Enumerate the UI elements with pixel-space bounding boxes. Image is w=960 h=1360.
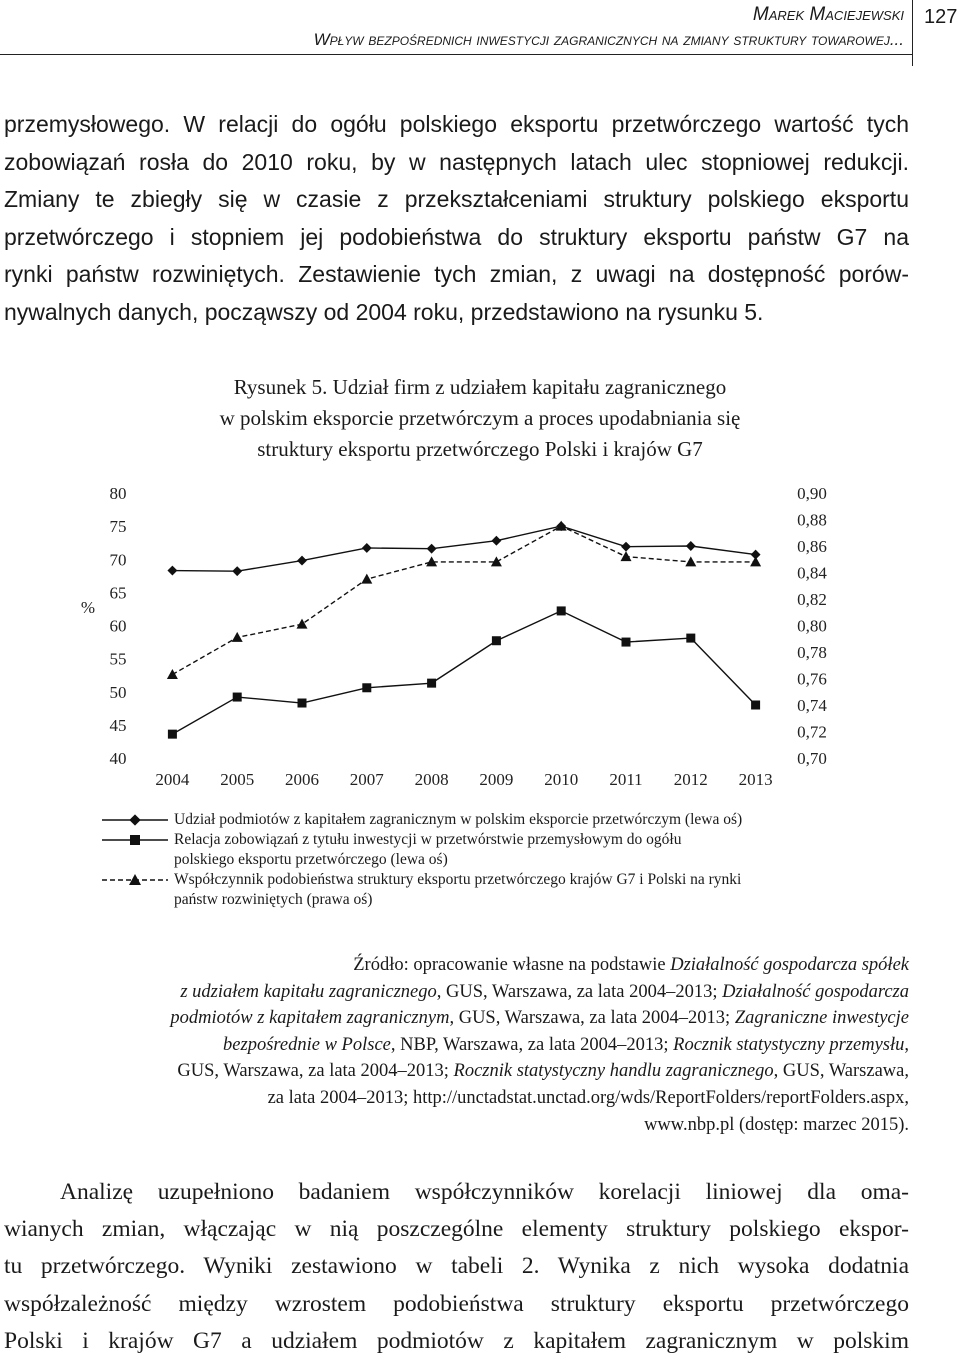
y-right-tick-label: 0,78 [797,643,827,662]
data-point-square [686,634,695,643]
legend-item-liabilities-ratio [100,830,880,870]
source-title: Działalność gospodarcza [722,981,909,1002]
source-title: z udziałem kapitału zagranicznego [180,981,437,1002]
y-right-tick-label: 0,88 [797,510,827,530]
legend-label: państw rozwiniętych (prawa oś) [174,891,373,908]
source-text: , GUS, Warszawa, [773,1061,909,1082]
y-left-tick-label: 55 [109,649,127,669]
x-tick-label: 2011 [609,770,643,789]
legend-label: Współczynnik podobieństwa struktury eksportu przetwórczego krajów G7 i Polski na rynki [174,871,742,888]
data-point-square [168,730,177,739]
paragraph-line: współzależność między wzrostem podobieństwa struktury eksportu przetwórczego [4,1290,909,1317]
body-paragraph-1 [4,106,909,332]
data-point-square [557,606,566,615]
legend-swatch-square [100,833,170,847]
data-point-diamond [427,544,437,554]
data-point-square [622,638,631,647]
data-point-square [492,636,501,645]
data-point-square [751,701,760,710]
figure-source-note [4,952,909,1138]
x-tick-label: 2004 [155,770,190,789]
y-left-tick-label: 50 [109,682,127,702]
source-text: , GUS, Warszawa, za lata 2004–2013; [436,981,723,1002]
legend-item-similarity-coefficient [100,870,880,910]
y-left-tick-label: 40 [109,749,127,768]
data-point-square [362,683,371,692]
chart-legend [100,810,880,910]
x-tick-label: 2013 [738,770,773,789]
series-line-diamond [172,526,755,571]
source-text: , NBP, Warszawa, za lata 2004–2013; [390,1034,674,1055]
data-point-diamond [297,556,307,566]
data-point-diamond [232,566,242,576]
header-rule [0,54,912,55]
y-right-tick-label: 0,76 [797,669,827,689]
data-point-diamond [362,543,372,553]
data-point-triangle [167,669,178,679]
source-line [4,979,909,1006]
data-point-triangle [297,619,308,629]
data-point-triangle [232,632,243,642]
data-point-square [298,699,307,708]
y-left-tick-label: 65 [109,583,127,603]
legend-label: Udział podmiotów z kapitałem zagranicznym w polskim eksporcie przetwórczym (lewa oś) [174,811,743,828]
source-text: www.nbp.pl (dostęp: marzec 2015). [644,1114,909,1135]
x-tick-label: 2009 [479,770,514,789]
x-tick-label: 2010 [544,770,579,789]
source-title: bezpośrednie w Polsce [223,1034,391,1055]
paragraph-line: przetwórczego i stopniem jej podobieństwa do struktury eksportu państw G7 na [4,223,909,250]
series-line-square [172,611,755,734]
y-right-tick-label: 0,74 [797,696,827,715]
y-right-tick-label: 0,90 [797,484,827,503]
x-tick-label: 2008 [414,770,449,789]
source-line [4,1032,909,1059]
source-text: GUS, Warszawa, za lata 2004–2013; [177,1061,454,1082]
y-right-tick-label: 0,84 [797,563,827,583]
source-line [4,1112,909,1139]
source-line [4,1005,909,1032]
figure-caption [100,372,860,465]
data-point-diamond [621,542,631,552]
running-header-title: Wpływ bezpośrednich inwestycji zagranicznych na zmiany struktury towarowej... [313,30,904,49]
paragraph-line: Zmiany te zbiegły się w czasie z przekształceniami struktury polskiego eksportu [4,186,909,213]
y-left-tick-label: 60 [109,616,127,636]
data-point-diamond [491,536,501,546]
legend-item-foreign-share [100,810,880,830]
legend-label: polskiego eksportu przetwórczego (lewa oś) [174,851,448,868]
legend-swatch-diamond [100,813,170,827]
line-chart [0,470,960,800]
page-number: 127 [924,6,958,28]
data-point-diamond [686,541,696,551]
source-text: za lata 2004–2013; http://unctadstat.unctad.org/wds/ReportFolders/reportFolders.aspx, [267,1087,909,1108]
legend-swatch-triangle [100,873,170,887]
source-text: , GUS, Warszawa, za lata 2004–2013; [449,1008,735,1029]
series-line-triangle [172,526,755,674]
header-divider [912,0,913,66]
source-title: Rocznik statystyczny handlu zagranicznego [453,1061,774,1082]
caption-line: w polskim eksporcie przetwórczym a proces upodabniania się [219,406,741,430]
y-right-tick-label: 0,82 [797,590,827,609]
y-right-tick-label: 0,80 [797,616,827,636]
data-point-square [427,679,436,688]
source-title: Działalność gospodarcza spółek [670,955,909,975]
data-point-triangle [685,556,696,566]
y-left-tick-label: 75 [109,517,127,537]
paragraph-line: rynki państw rozwiniętych. Zestawienie tych zmian, z uwagi na dostępność porów- [4,261,909,288]
source-title: podmiotów z kapitałem zagranicznym [170,1008,450,1029]
running-header-author: Marek Maciejewski [752,4,904,25]
source-line [4,1058,909,1085]
x-tick-label: 2012 [673,770,708,789]
source-line [4,1085,909,1112]
paragraph-line: tu przetwórczego. Wyniki zestawiono w tabeli 2. Wynika z nich wysoka dodatnia [4,1253,909,1280]
paragraph-line: zobowiązań rosła do 2010 roku, by w następnych latach ulec stopniowej redukcji. [4,148,909,175]
data-point-triangle [361,574,372,584]
data-point-triangle [750,556,761,566]
y-left-tick-label: 70 [109,550,127,570]
x-tick-label: 2005 [220,770,255,789]
data-point-diamond [167,566,177,576]
source-title: Rocznik statystyczny przemysłu [673,1034,905,1055]
data-point-triangle [621,551,632,561]
legend-label: Relacja zobowiązań z tytułu inwestycji w przetwórstwie przemysłowym do ogółu [174,831,682,848]
paragraph-line: wianych zmian, włączając w nią poszczególne elementy struktury polskiego ekspor- [4,1216,909,1243]
y-right-tick-label: 0,70 [797,749,827,768]
y-left-tick-label: 80 [109,484,127,503]
data-point-square [233,693,242,702]
source-title: Zagraniczne inwestycje [734,1008,909,1029]
paragraph-line: Analizę uzupełniono badaniem współczynników korelacji liniowej dla oma- [60,1179,909,1205]
y-left-tick-label: 45 [109,715,127,735]
y-right-tick-label: 0,72 [797,722,827,742]
x-tick-label: 2007 [349,770,384,789]
body-paragraph-2 [4,1174,909,1360]
source-text: Źródło: opracowanie własne na podstawie [353,955,671,975]
y-right-tick-label: 0,86 [797,537,827,556]
caption-line: Rysunek 5. Udział firm z udziałem kapitału zagranicznego [233,375,727,399]
caption-line: struktury eksportu przetwórczego Polski i krajów G7 [257,437,703,461]
paragraph-line: Polski i krajów G7 a udziałem podmiotów z kapitałem zagranicznym w polskim [4,1327,909,1354]
x-tick-label: 2006 [285,770,319,789]
source-text: , [904,1034,909,1055]
source-line [4,952,909,979]
paragraph-line: nywalnych danych, począwszy od 2004 roku, przedstawiono na rysunku 5. [4,298,764,325]
paragraph-line: przemysłowego. W relacji do ogółu polskiego eksportu przetwórczego wartość tych [4,111,909,137]
y-axis-title: % [80,598,96,617]
